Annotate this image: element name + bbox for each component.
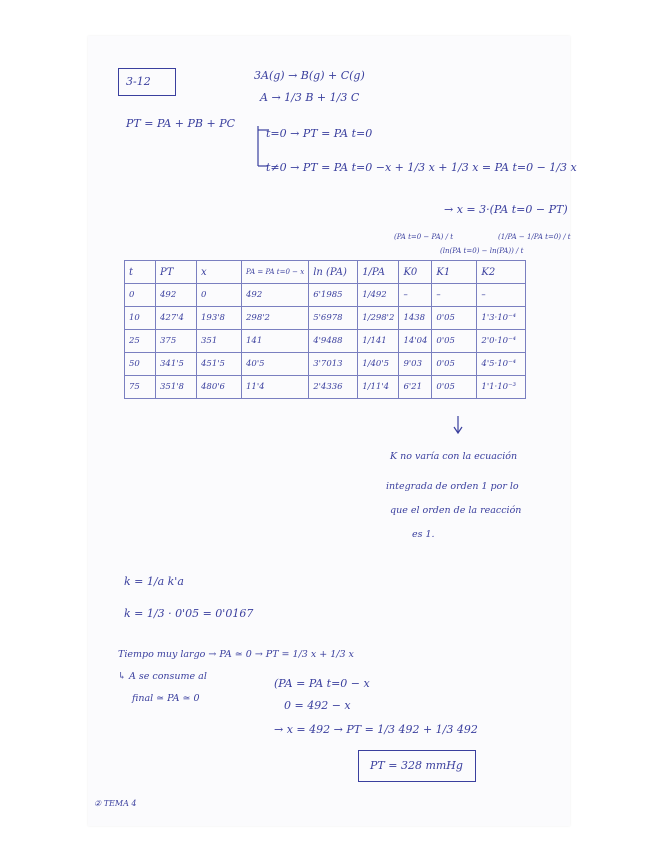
cell-inv-pa: 1/298'2	[358, 307, 399, 330]
x-expression: → x = 3·(PA t=0 − PT)	[444, 203, 568, 216]
header-x: x	[197, 261, 242, 284]
cell-inv-pa: 1/11'4	[358, 376, 399, 399]
conclusion-line-3: que el orden de la reacción	[390, 505, 522, 516]
cell-x: 0	[197, 284, 242, 307]
cell-x: 193'8	[197, 307, 242, 330]
total-pressure-sum: PT = PA + PB + PC	[126, 117, 236, 130]
page-footer: ② TEMA 4	[94, 799, 137, 808]
header-k1: K1	[432, 261, 477, 284]
cell-pa: 141	[242, 330, 309, 353]
conclusion-line-2: integrada de orden 1 por lo	[386, 481, 519, 492]
header-k2: K2	[477, 261, 526, 284]
cell-pt: 351'8	[156, 376, 197, 399]
cell-pa: 492	[242, 284, 309, 307]
long-time-eq-1: (PA = PA t=0 − x	[274, 677, 370, 690]
cell-x: 480'6	[197, 376, 242, 399]
cell-x: 351	[197, 330, 242, 353]
header-pt: PT	[156, 261, 197, 284]
cell-t: 25	[125, 330, 156, 353]
cell-inv-pa: 1/141	[358, 330, 399, 353]
cell-inv-pa: 1/492	[358, 284, 399, 307]
pressure-at-t0: t=0 → PT = PA t=0	[266, 127, 373, 140]
cell-ln-pa: 2'4336	[309, 376, 358, 399]
cell-ln-pa: 5'6978	[309, 307, 358, 330]
cell-t: 75	[125, 376, 156, 399]
cell-pt: 427'4	[156, 307, 197, 330]
cell-pa: 40'5	[242, 353, 309, 376]
cell-k2: –	[477, 284, 526, 307]
cell-t: 50	[125, 353, 156, 376]
long-time-line-3: final ≃ PA ≃ 0	[132, 693, 200, 704]
problem-label: 3-12	[126, 75, 151, 88]
cell-inv-pa: 1/40'5	[358, 353, 399, 376]
cell-k1: 0'05	[432, 307, 477, 330]
long-time-line-1: Tiempo muy largo → PA ≃ 0 → PT = 1/3 x + 1/3 x	[118, 649, 354, 660]
cell-k0: 9'03	[399, 353, 432, 376]
cell-k1: –	[432, 284, 477, 307]
header-ln-pa: ln (PA)	[309, 261, 358, 284]
cell-k1: 0'05	[432, 353, 477, 376]
cell-ln-pa: 4'9488	[309, 330, 358, 353]
cell-pa: 298'2	[242, 307, 309, 330]
cell-pa: 11'4	[242, 376, 309, 399]
cell-pt: 341'5	[156, 353, 197, 376]
cell-k2: 1'1·10⁻³	[477, 376, 526, 399]
cell-k1: 0'05	[432, 330, 477, 353]
k-value: k = 1/3 · 0'05 = 0'0167	[124, 607, 254, 620]
conclusion-line-1: K no varía con la ecuación	[390, 451, 518, 462]
final-result: PT = 328 mmHg	[370, 759, 463, 772]
cell-k0: 6'21	[399, 376, 432, 399]
cell-k1: 0'05	[432, 376, 477, 399]
header-t: t	[125, 261, 156, 284]
conclusion-line-4: es 1.	[412, 529, 435, 540]
cell-pt: 492	[156, 284, 197, 307]
cell-t: 10	[125, 307, 156, 330]
cell-k0: 1438	[399, 307, 432, 330]
handwritten-page	[88, 36, 577, 826]
cell-k0: –	[399, 284, 432, 307]
long-time-eq-3: → x = 492 → PT = 1/3 492 + 1/3 492	[274, 723, 478, 736]
long-time-line-2: ↳ A se consume al	[118, 671, 207, 682]
long-time-eq-2: 0 = 492 − x	[284, 699, 351, 712]
cell-k2: 1'3·10⁻⁴	[477, 307, 526, 330]
k1-formula-note: (ln(PA t=0) − ln(PA)) / t	[440, 247, 524, 255]
cell-pt: 375	[156, 330, 197, 353]
k0-formula-note: (PA t=0 − PA) / t	[394, 233, 454, 241]
cell-t: 0	[125, 284, 156, 307]
k-relation: k = 1/a k'a	[124, 575, 184, 588]
reaction-equation-2: A → 1/3 B + 1/3 C	[260, 91, 360, 104]
cell-ln-pa: 6'1985	[309, 284, 358, 307]
cell-x: 451'5	[197, 353, 242, 376]
cell-k2: 4'5·10⁻⁴	[477, 353, 526, 376]
cell-k2: 2'0·10⁻⁴	[477, 330, 526, 353]
header-inv-pa: 1/PA	[358, 261, 399, 284]
k2-formula-note: (1/PA − 1/PA t=0) / t	[498, 233, 571, 241]
pressure-at-t: t≠0 → PT = PA t=0 −x + 1/3 x + 1/3 x = PA t=0 − 1/3 x	[266, 161, 577, 174]
cell-ln-pa: 3'7013	[309, 353, 358, 376]
cell-k0: 14'04	[399, 330, 432, 353]
header-k0: K0	[399, 261, 432, 284]
reaction-equation-1: 3A(g) → B(g) + C(g)	[254, 69, 365, 82]
header-pa: PA = PA t=0 − x	[242, 261, 309, 284]
